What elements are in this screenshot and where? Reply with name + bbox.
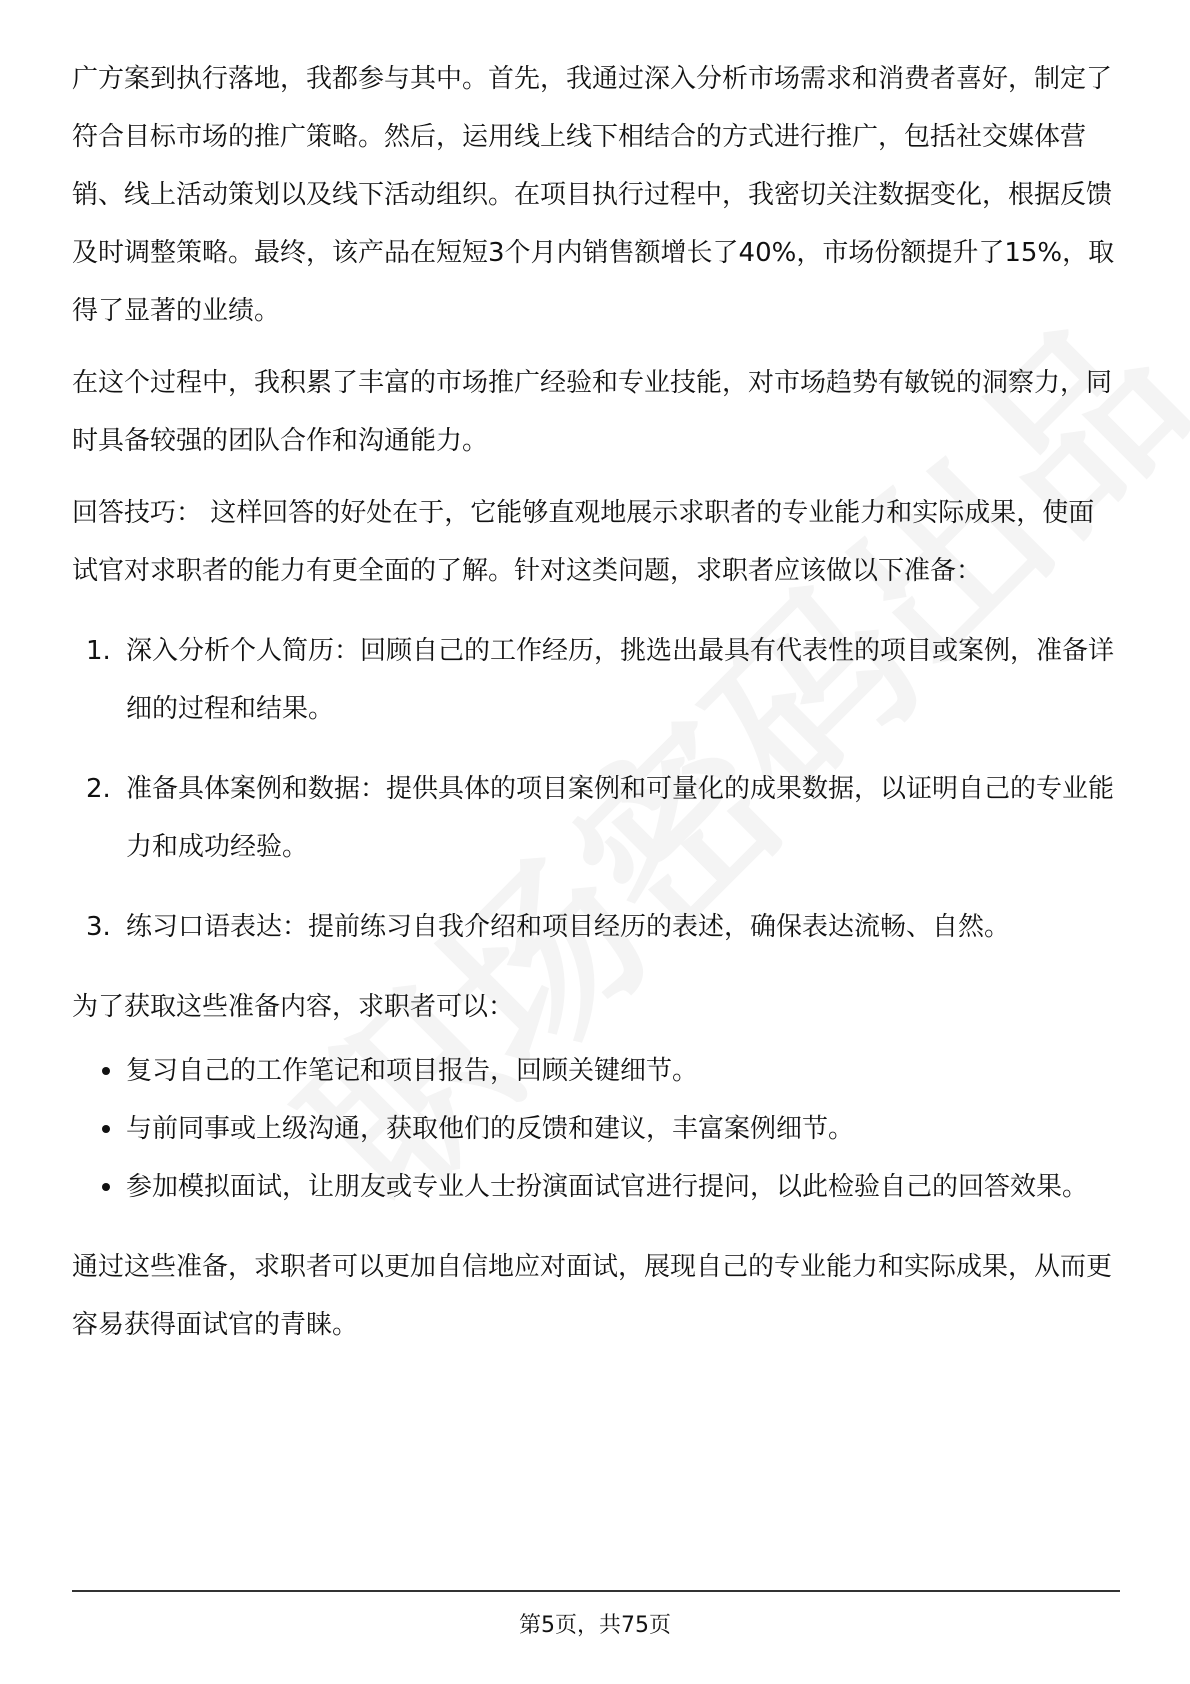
numbered-list	[72, 622, 1120, 956]
bullet-dot-icon	[102, 1183, 110, 1191]
bullet-item-text: 复习自己的工作笔记和项目报告，回顾关键细节。	[126, 1056, 699, 1086]
paragraph-2: 在这个过程中，我积累了丰富的市场推广经验和专业技能，对市场趋势有敏锐的洞察力，同时具备较强的团队合作和沟通能力。	[72, 368, 1113, 456]
document-body	[72, 50, 1120, 1354]
list-item-text: 练习口语表达：提前练习自我介绍和项目经历的表述，确保表达流畅、自然。	[126, 912, 1011, 942]
list-item	[72, 622, 1120, 738]
paragraph-1: 广方案到执行落地，我都参与其中。首先，我通过深入分析市场需求和消费者喜好，制定了符合目标市场的推广策略。然后，运用线上线下相结合的方式进行推广，包括社交媒体营销、线上活动策划以及线下活动组织。在项目执行过程中，我密切关注数据变化，根据反馈及时调整策略。最终，该产品在短短3个月内销售额增长了40%，市场份额提升了15%，取得了显著的业绩。	[72, 64, 1115, 326]
bullet-item	[72, 1042, 1120, 1100]
bullet-dot-icon	[102, 1067, 110, 1075]
paragraph-answer-tips: 回答技巧： 这样回答的好处在于，它能够直观地展示求职者的专业能力和实际成果，使面试官对求职者的能力有更全面的了解。针对这类问题，求职者应该做以下准备：	[72, 498, 1095, 586]
bullet-item-text: 参加模拟面试，让朋友或专业人士扮演面试官进行提问，以此检验自己的回答效果。	[126, 1172, 1089, 1202]
bullet-list	[72, 1042, 1120, 1216]
list-item	[72, 760, 1120, 876]
list-marker: 1.	[86, 636, 111, 666]
bullet-dot-icon	[102, 1125, 110, 1133]
bullet-item-text: 与前同事或上级沟通，获取他们的反馈和建议，丰富案例细节。	[126, 1114, 855, 1144]
closing-paragraph: 通过这些准备，求职者可以更加自信地应对面试，展现自己的专业能力和实际成果，从而更容易获得面试官的青睐。	[72, 1252, 1113, 1340]
list-item-text: 深入分析个人简历：回顾自己的工作经历，挑选出最具有代表性的项目或案例，准备详细的过程和结果。	[126, 636, 1115, 724]
list-item-text: 准备具体案例和数据：提供具体的项目案例和可量化的成果数据，以证明自己的专业能力和成功经验。	[126, 774, 1115, 862]
list-marker: 3.	[86, 912, 111, 942]
list-marker: 2.	[86, 774, 111, 804]
footer-divider	[72, 1590, 1120, 1592]
list-item	[72, 898, 1120, 956]
bullet-item	[72, 1100, 1120, 1158]
bullet-item	[72, 1158, 1120, 1216]
bullets-intro: 为了获取这些准备内容，求职者可以：	[72, 992, 515, 1022]
page-number: 第5页，共75页	[519, 1613, 671, 1638]
